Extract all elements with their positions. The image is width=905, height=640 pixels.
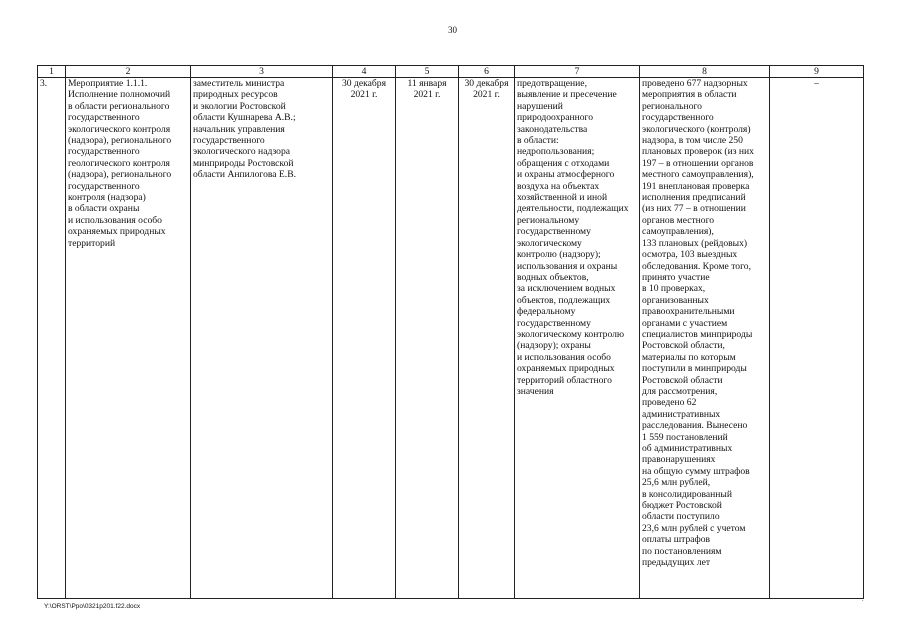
column-header-9: 9: [770, 66, 864, 78]
column-header-8: 8: [640, 66, 770, 78]
row-number-cell: 3.: [38, 78, 66, 599]
report-table: [37, 65, 864, 599]
column-header-1: 1: [38, 66, 66, 78]
page-mark: .: [862, 597, 864, 603]
page-number: 30: [448, 25, 457, 35]
notes-cell: –: [770, 78, 864, 599]
column-header-3: 3: [191, 66, 333, 78]
column-number-row: [38, 66, 864, 78]
actual-end-date-cell: 30 декабря 2021 г.: [459, 78, 515, 599]
column-header-6: 6: [459, 66, 515, 78]
column-header-7: 7: [515, 66, 640, 78]
actual-result-cell: проведено 677 надзорных мероприятия в области регионального государственного экологического (контроля) надзора, в том числе 250 плановых проверок (из них 197 – в отношении органов местного самоуправления), 191 внеплановая проверка исполнения предписаний (из них 77 – в отношении органов местного самоуправления), 133 плановых (рейдовых) осмотра, 103 выездных обследования. Кроме того, принято участие в 10 проверках, организованных правоохранительными органами с участием специалистов минприроды Ростовской области, материалы по которым поступили в минприроды Ростовской области для рассмотрения, проведено 62 административных расследования. Вынесено 1 559 постановлений об административных правонарушениях на общую сумму штрафов 25,6 млн рублей, в консолидированный бюджет Ростовской области поступило 23,6 млн рублей с учетом оплаты штрафов по постановлениям предыдущих лет: [640, 78, 770, 599]
planned-end-date-cell: 30 декабря 2021 г.: [333, 78, 396, 599]
file-path-footer: Y:\ORST\Ppo\0321p201.f22.docx: [44, 603, 141, 610]
table-row: [38, 78, 864, 599]
column-header-2: 2: [66, 66, 191, 78]
column-header-4: 4: [333, 66, 396, 78]
responsible-cell: заместитель министра природных ресурсов и экологии Ростовской области Кушнарева А.В.; начальник управления государственного экологического надзора минприроды Ростовской области Анпилогова Е.В.: [191, 78, 333, 599]
activity-cell: Мероприятие 1.1.1. Исполнение полномочий в области регионального государственного экологического контроля (надзора), регионального государственного геологического контроля (надзора), регионального государственного контроля (надзора) в области охраны и использования особо охраняемых природных территорий: [66, 78, 191, 599]
column-header-5: 5: [396, 66, 459, 78]
actual-start-date-cell: 11 января 2021 г.: [396, 78, 459, 599]
expected-result-cell: предотвращение, выявление и пресечение нарушений природоохранного законодательства в области: недропользования; обращения с отходами и охраны атмосферного воздуха на объектах хозяйственной и иной деятельности, подлежащих региональному государственному экологическому контролю (надзору); использования и охраны водных объектов, за исключением водных объектов, подлежащих федеральному государственному экологическому контролю (надзору); охраны и использования особо охраняемых природных территорий областного значения: [515, 78, 640, 599]
